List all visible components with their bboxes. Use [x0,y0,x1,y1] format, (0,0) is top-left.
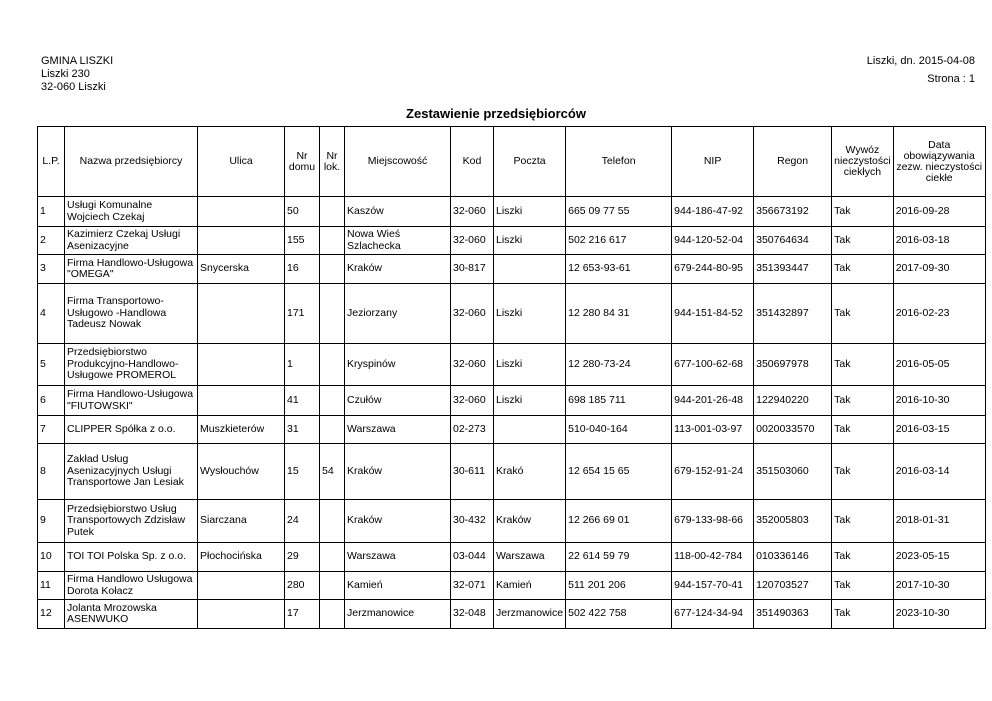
column-header: Nazwa przedsiębiorcy [65,127,198,197]
table-cell: Firma Handlowo-Usługowa "OMEGA" [65,255,198,284]
table-cell: 665 09 77 55 [566,197,672,227]
table-cell: 2017-09-30 [893,255,985,284]
table-cell [198,386,285,416]
table-cell: 03-044 [451,543,494,572]
table-row [38,444,986,500]
table-cell: 15 [285,444,320,500]
table-cell: TOI TOI Polska Sp. z o.o. [65,543,198,572]
table-cell: 32-060 [451,197,494,227]
table-cell: Kamień [345,572,451,600]
table-cell: 29 [285,543,320,572]
table-cell: 351393447 [754,255,832,284]
table-cell: Firma Handlowo Usługowa Dorota Kołacz [65,572,198,600]
org-street: Liszki 230 [41,68,90,80]
table-cell: Krakó [494,444,566,500]
table-cell: 2016-05-05 [893,344,985,386]
table-cell: 11 [38,572,65,600]
table-cell: 356673192 [754,197,832,227]
table-cell: 350764634 [754,227,832,255]
table-cell: 698 185 711 [566,386,672,416]
document-date: Liszki, dn. 2015-04-08 [866,55,975,67]
table-cell [320,500,345,543]
table-cell: Jerzmanowice [345,600,451,629]
table-cell: 2017-10-30 [893,572,985,600]
table-cell: Liszki [494,344,566,386]
table-cell [320,386,345,416]
table-cell [320,416,345,444]
table-cell: 50 [285,197,320,227]
table-cell: 944-186-47-92 [672,197,754,227]
table-cell: 171 [285,284,320,344]
table-cell: 32-048 [451,600,494,629]
table-cell: Jerzmanowice [494,600,566,629]
table-cell: 010336146 [754,543,832,572]
table-cell [320,227,345,255]
table-cell: Warszawa [345,543,451,572]
table-cell: Kaszów [345,197,451,227]
table-cell [320,600,345,629]
table-cell: Wysłouchów [198,444,285,500]
table-cell: 32-060 [451,227,494,255]
table-cell: 2016-03-15 [893,416,985,444]
table-cell: Liszki [494,284,566,344]
table-cell: 31 [285,416,320,444]
table-cell [320,543,345,572]
table-cell: Tak [832,444,894,500]
organization-address [41,55,113,94]
table-cell: Tak [832,197,894,227]
entrepreneurs-table [37,126,986,629]
table-cell: 351490363 [754,600,832,629]
table-row [38,344,986,386]
column-header: Regon [754,127,832,197]
column-header: L.P. [38,127,65,197]
table-cell: Warszawa [494,543,566,572]
table-cell: 118-00-42-784 [672,543,754,572]
table-cell: 351432897 [754,284,832,344]
table-cell: 944-201-26-48 [672,386,754,416]
table-row [38,600,986,629]
table-cell: 2016-03-14 [893,444,985,500]
table-cell: Kryspinów [345,344,451,386]
table-cell [320,572,345,600]
table-row [38,284,986,344]
table-cell: 350697978 [754,344,832,386]
table-cell: 41 [285,386,320,416]
table-header-row [38,127,986,197]
table-cell: Kraków [494,500,566,543]
table-cell: 32-071 [451,572,494,600]
table-cell: 944-157-70-41 [672,572,754,600]
table-cell: 12 280 84 31 [566,284,672,344]
table-cell: Nowa Wieś Szlachecka [345,227,451,255]
table-cell: 30-432 [451,500,494,543]
table-cell: Płochocińska [198,543,285,572]
table-cell: Tak [832,284,894,344]
table-cell: 352005803 [754,500,832,543]
table-cell [320,344,345,386]
table-cell: Jeziorzany [345,284,451,344]
table-cell: 7 [38,416,65,444]
table-cell: 12 [38,600,65,629]
table-cell: 32-060 [451,344,494,386]
page-title: Zestawienie przedsiębiorców [406,106,586,121]
table-cell: 02-273 [451,416,494,444]
column-header: Ulica [198,127,285,197]
table-cell: 120703527 [754,572,832,600]
table-cell: Tak [832,386,894,416]
table-cell: 351503060 [754,444,832,500]
table-cell: 22 614 59 79 [566,543,672,572]
table-cell: 10 [38,543,65,572]
table-cell: Snycerska [198,255,285,284]
column-header: Miejscowość [345,127,451,197]
table-cell [198,197,285,227]
table-cell: 12 654 15 65 [566,444,672,500]
table-cell: 679-152-91-24 [672,444,754,500]
table-cell: Tak [832,572,894,600]
table-cell: 1 [38,197,65,227]
table-cell: Muszkieterów [198,416,285,444]
table-cell: Kraków [345,500,451,543]
table-cell [198,284,285,344]
document-meta [867,55,975,86]
table-cell: 16 [285,255,320,284]
table-cell: 30-611 [451,444,494,500]
table-cell: 17 [285,600,320,629]
table-cell [320,284,345,344]
table-cell: 2023-05-15 [893,543,985,572]
column-header: Nr domu [285,127,320,197]
table-row [38,500,986,543]
table-cell: 2023-10-30 [893,600,985,629]
table-cell [198,344,285,386]
column-header: Telefon [566,127,672,197]
table-cell: 155 [285,227,320,255]
table-cell: 24 [285,500,320,543]
table-cell: Tak [832,255,894,284]
table-cell: 679-244-80-95 [672,255,754,284]
table-cell: 32-060 [451,284,494,344]
table-cell: 4 [38,284,65,344]
table-row [38,572,986,600]
table-cell: 122940220 [754,386,832,416]
table-cell: Zakład Usług Asenizacyjnych Usługi Transportowe Jan Lesiak [65,444,198,500]
table-cell: Liszki [494,227,566,255]
table-cell: 54 [320,444,345,500]
table-cell: Tak [832,227,894,255]
table-cell [198,600,285,629]
table-cell: 6 [38,386,65,416]
table-row [38,255,986,284]
table-cell [198,572,285,600]
page-number: Strona : 1 [927,73,975,85]
table-cell: Firma Handlowo-Usługowa "FIUTOWSKI" [65,386,198,416]
column-header: Poczta [494,127,566,197]
table-cell: Przedsiębiorstwo Produkcyjno-Handlowo-Usługowe PROMEROL [65,344,198,386]
table-cell: Tak [832,500,894,543]
table-row [38,197,986,227]
table-cell: 8 [38,444,65,500]
table-cell: 280 [285,572,320,600]
table-cell: Kraków [345,444,451,500]
table-cell: 677-100-62-68 [672,344,754,386]
table-cell: 677-124-34-94 [672,600,754,629]
table-cell: 0020033570 [754,416,832,444]
column-header: Wywóz nieczystości ciekłych [832,127,894,197]
table-cell: 9 [38,500,65,543]
table-cell: 1 [285,344,320,386]
column-header: Kod [451,127,494,197]
table-cell: Tak [832,600,894,629]
table-cell: 2018-01-31 [893,500,985,543]
table-cell [198,227,285,255]
org-postal: 32-060 Liszki [41,81,106,93]
table-cell: Usługi Komunalne Wojciech Czekaj [65,197,198,227]
table-row [38,386,986,416]
table-cell [494,416,566,444]
table-cell: Kamień [494,572,566,600]
table-cell: 3 [38,255,65,284]
table-cell: 511 201 206 [566,572,672,600]
table-cell: 113-001-03-97 [672,416,754,444]
table-cell: 502 216 617 [566,227,672,255]
table-cell: 679-133-98-66 [672,500,754,543]
table-cell: Czułów [345,386,451,416]
table-cell: 5 [38,344,65,386]
table-cell: Warszawa [345,416,451,444]
table-cell: Tak [832,416,894,444]
table-cell: 12 653-93-61 [566,255,672,284]
column-header: NIP [672,127,754,197]
table-cell: Jolanta Mrozowska ASENWUKO [65,600,198,629]
table-cell: Liszki [494,197,566,227]
table-cell: 2 [38,227,65,255]
table-cell [320,197,345,227]
table-cell: 502 422 758 [566,600,672,629]
table-cell: 30-817 [451,255,494,284]
table-cell: Liszki [494,386,566,416]
column-header: Nr lok. [320,127,345,197]
table-row [38,416,986,444]
column-header: Data obowiązywania zezw. nieczystości ciekłe [893,127,985,197]
table-cell: 2016-03-18 [893,227,985,255]
table-cell: 32-060 [451,386,494,416]
table-cell: Przedsiębiorstwo Usług Transportowych Zdzisław Putek [65,500,198,543]
table-cell: Tak [832,344,894,386]
org-name: GMINA LISZKI [41,55,114,67]
table-cell: 2016-02-23 [893,284,985,344]
table-cell: 944-151-84-52 [672,284,754,344]
table-cell: Siarczana [198,500,285,543]
table-cell: 2016-09-28 [893,197,985,227]
table-cell: Firma Transportowo-Usługowo -Handlowa Tadeusz Nowak [65,284,198,344]
table-cell: 12 280-73-24 [566,344,672,386]
table-cell: 12 266 69 01 [566,500,672,543]
table-cell: 2016-10-30 [893,386,985,416]
table-cell: Kraków [345,255,451,284]
table-cell: Tak [832,543,894,572]
table-row [38,543,986,572]
table-cell: 510-040-164 [566,416,672,444]
table-cell [320,255,345,284]
table-row [38,227,986,255]
table-cell [494,255,566,284]
table-cell: Kazimierz Czekaj Usługi Asenizacyjne [65,227,198,255]
table-cell: 944-120-52-04 [672,227,754,255]
table-cell: CLIPPER Spółka z o.o. [65,416,198,444]
